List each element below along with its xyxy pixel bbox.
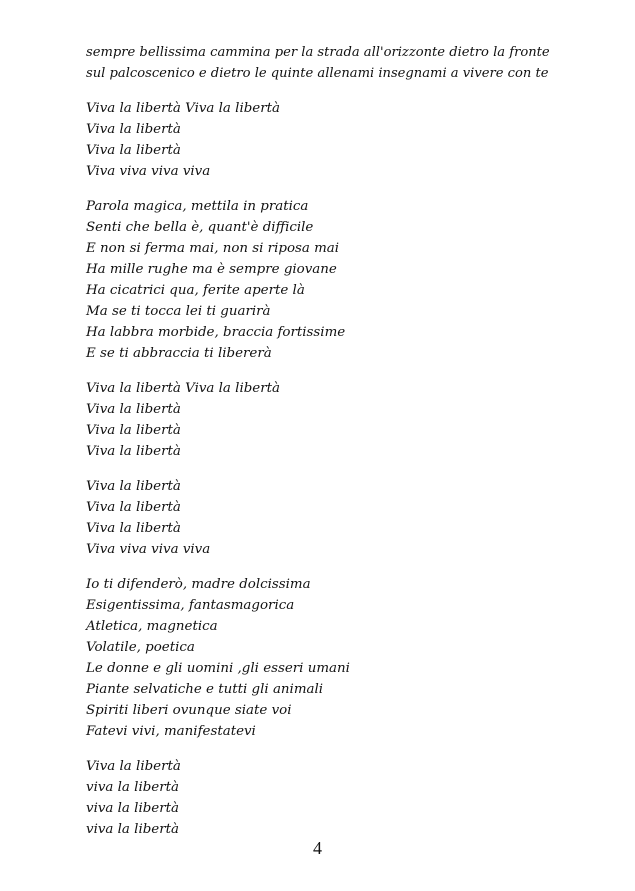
lyric-line: viva la libertà bbox=[86, 780, 180, 795]
lyric-line: Viva la libertà bbox=[86, 122, 181, 137]
lyric-line: Piante selvatiche e tutti gli animali bbox=[86, 682, 324, 697]
lyric-line: E non si ferma mai, non si riposa mai bbox=[86, 241, 340, 256]
lyric-line: Ma se ti tocca lei ti guarirà bbox=[86, 304, 271, 319]
lyric-line: Senti che bella è, quant'è difficile bbox=[86, 220, 314, 235]
lyric-line: Viva la libertà bbox=[86, 479, 181, 494]
lyric-line: Atletica, magnetica bbox=[86, 619, 218, 634]
lyric-line: Viva la libertà bbox=[86, 402, 181, 417]
lyric-line: Viva viva viva viva bbox=[86, 542, 211, 557]
stanza-6 bbox=[86, 574, 606, 742]
lyric-line: Ha mille rughe ma è sempre giovane bbox=[86, 262, 337, 277]
page-number: 4 bbox=[313, 838, 322, 858]
lyric-line: Esigentissima, fantasmagorica bbox=[86, 598, 295, 613]
stanza-3 bbox=[86, 196, 606, 364]
lyric-line: E se ti abbraccia ti libererà bbox=[86, 346, 272, 361]
lyric-line: Fatevi vivi, manifestatevi bbox=[86, 724, 256, 739]
lyric-line: viva la libertà bbox=[86, 801, 180, 816]
lyric-line: viva la libertà bbox=[86, 822, 180, 837]
lyric-line: Viva la libertà bbox=[86, 423, 181, 438]
lyric-line: Viva la libertà bbox=[86, 444, 181, 459]
lyrics-body bbox=[86, 42, 606, 854]
stanza-2 bbox=[86, 98, 606, 182]
lyric-line: Viva la libertà Viva la libertà bbox=[86, 101, 281, 116]
stanza-4 bbox=[86, 378, 606, 462]
lyric-line: sul palcoscenico e dietro le quinte allenami insegnami a vivere con te bbox=[86, 66, 549, 81]
lyric-line: Viva la libertà bbox=[86, 143, 181, 158]
lyric-line: Io ti difenderò, madre dolcissima bbox=[86, 577, 311, 592]
stanza-5 bbox=[86, 476, 606, 560]
lyric-line: Ha cicatrici qua, ferite aperte là bbox=[86, 283, 305, 298]
lyric-line: Viva la libertà bbox=[86, 521, 181, 536]
lyric-line: Viva la libertà Viva la libertà bbox=[86, 381, 281, 396]
stanza-7 bbox=[86, 756, 606, 840]
lyric-line: sempre bellissima cammina per la strada all'orizzonte dietro la fronte bbox=[86, 45, 550, 60]
lyric-line: Parola magica, mettila in pratica bbox=[86, 199, 309, 214]
lyric-line: Ha labbra morbide, braccia fortissime bbox=[86, 325, 346, 340]
lyric-line: Volatile, poetica bbox=[86, 640, 195, 655]
lyric-line: Viva la libertà bbox=[86, 759, 181, 774]
lyric-line: Spiriti liberi ovunque siate voi bbox=[86, 703, 292, 718]
lyric-line: Viva la libertà bbox=[86, 500, 181, 515]
lyric-line: Viva viva viva viva bbox=[86, 164, 211, 179]
stanza-1 bbox=[86, 42, 606, 84]
lyric-line: Le donne e gli uomini ,gli esseri umani bbox=[86, 661, 350, 676]
